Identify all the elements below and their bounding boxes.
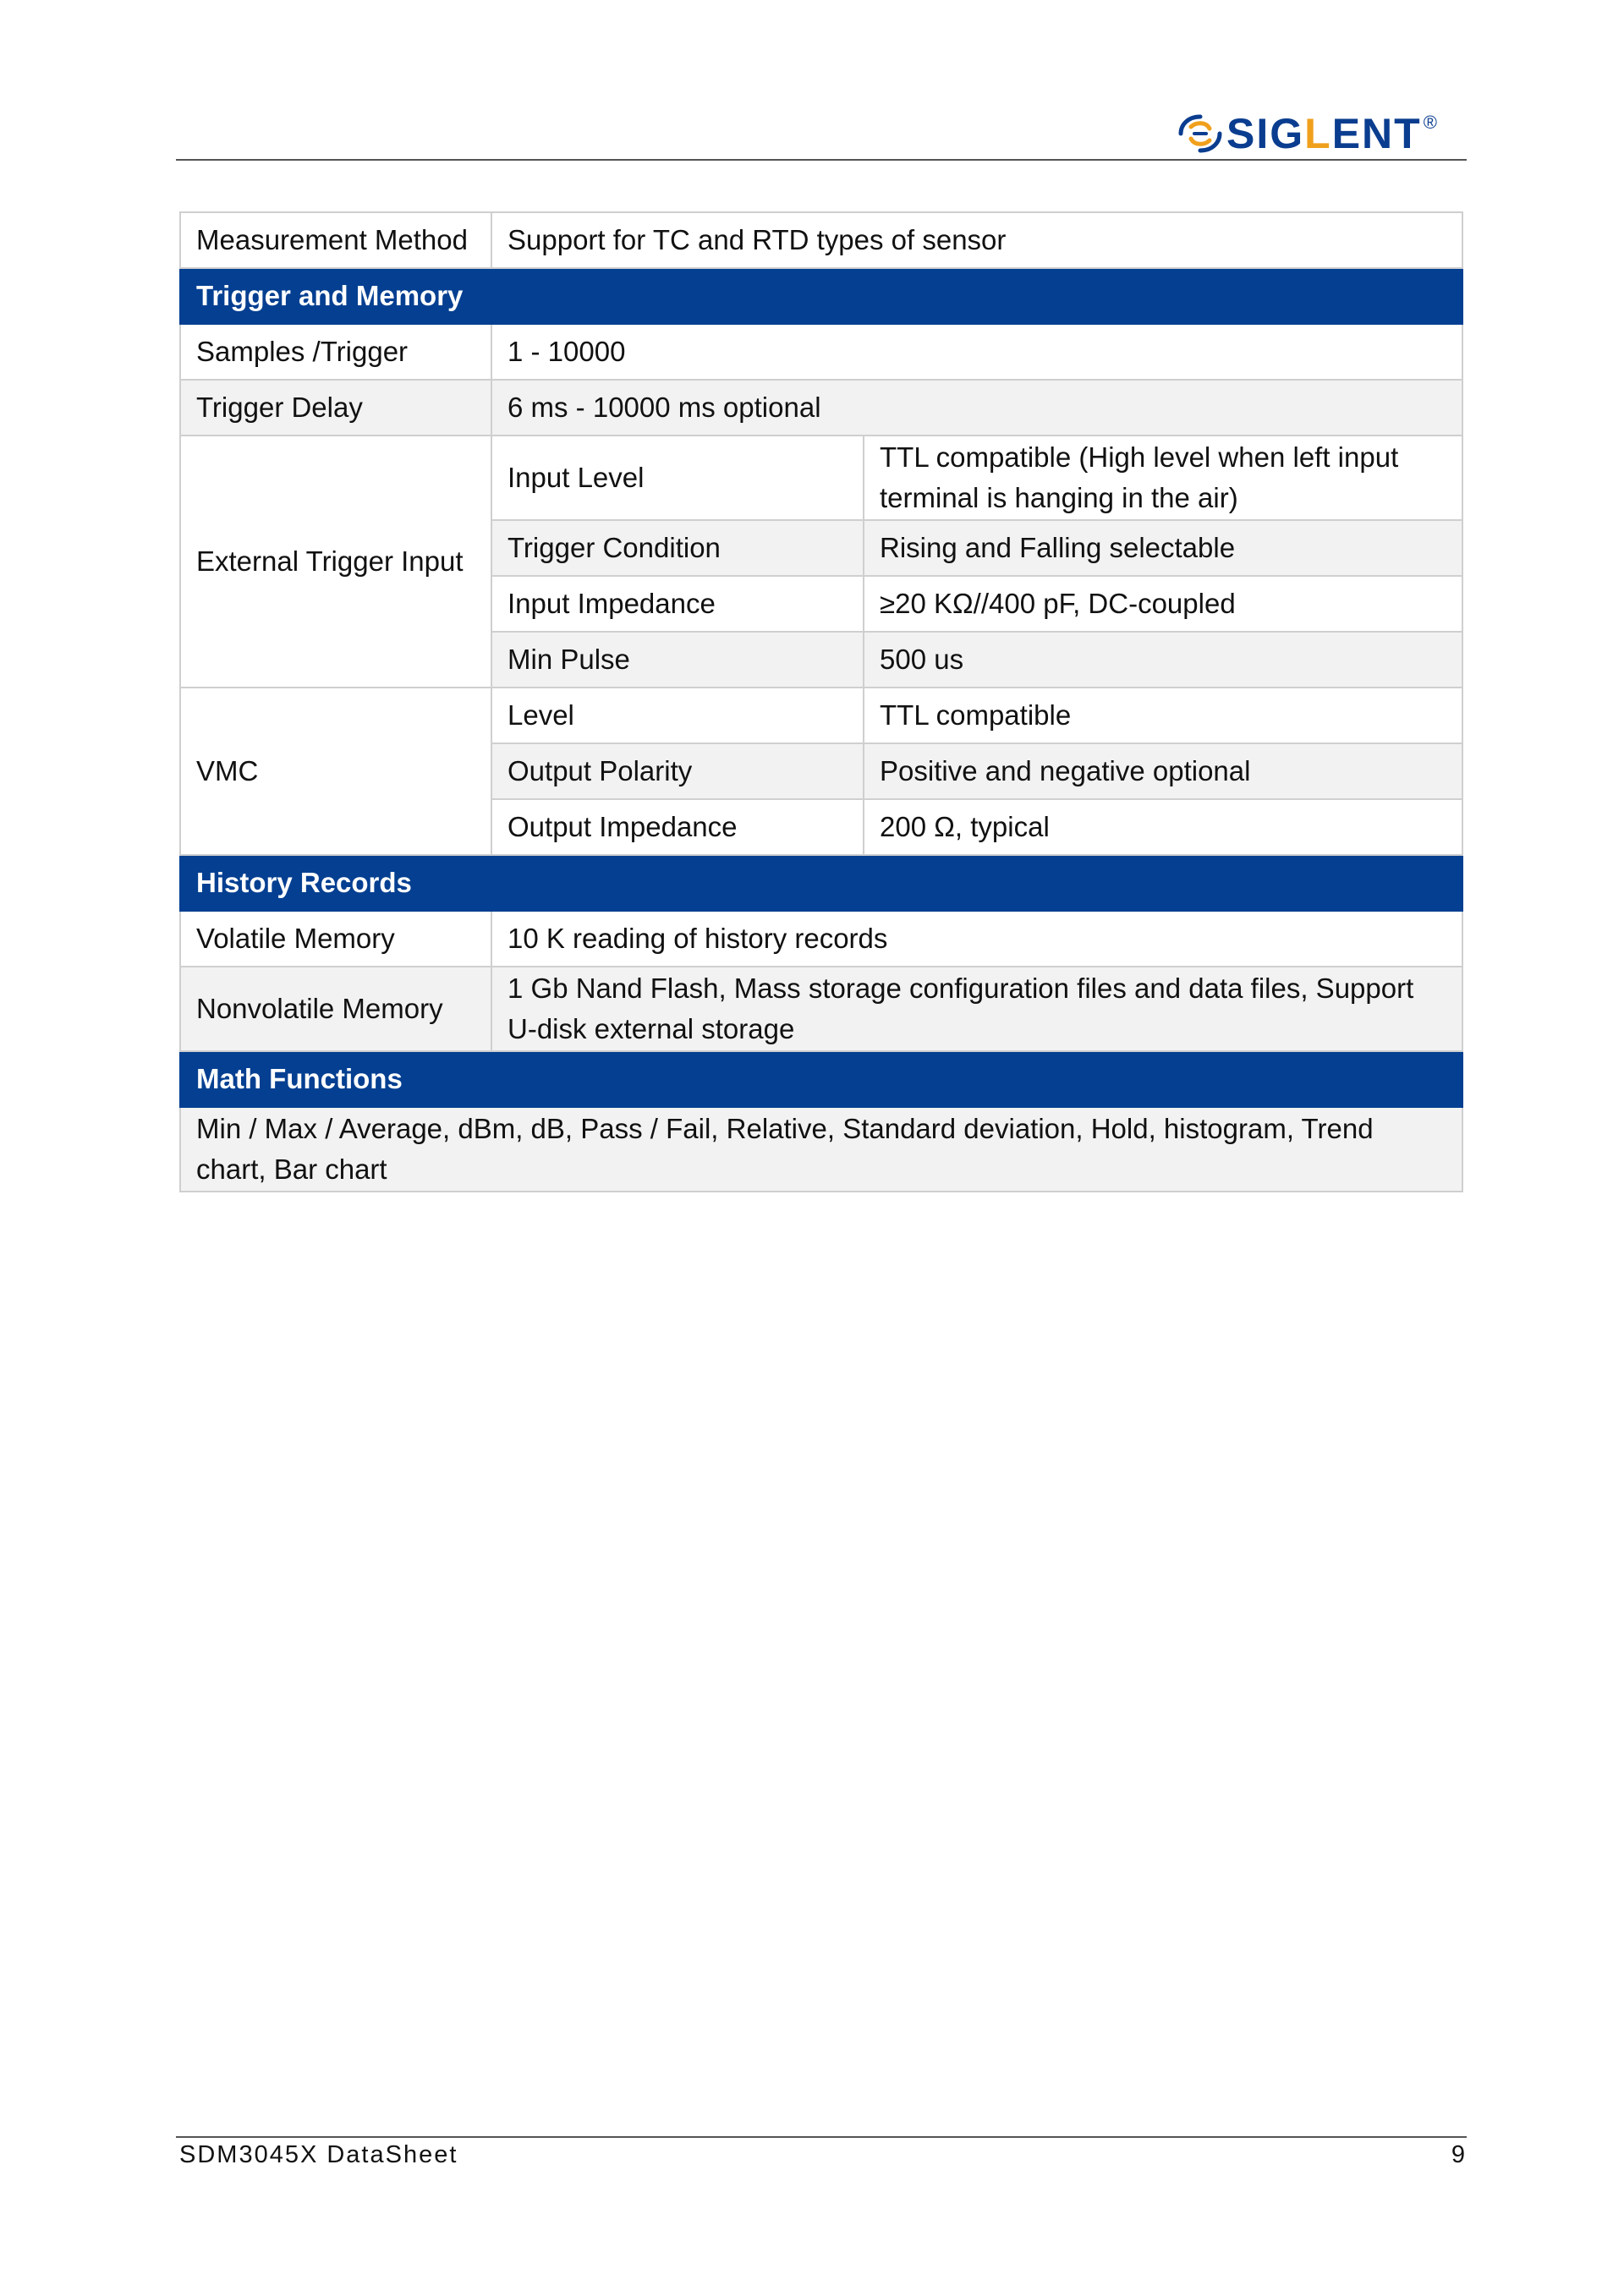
spec-value: Positive and negative optional: [864, 743, 1462, 799]
table-row: [180, 967, 1462, 1051]
table-row: [180, 688, 1462, 743]
spec-value: Support for TC and RTD types of sensor: [491, 212, 1462, 268]
table-row: [180, 324, 1462, 380]
spec-value: 6 ms - 10000 ms optional: [491, 380, 1462, 436]
spec-label: Trigger Delay: [180, 380, 491, 436]
brand-name: SIGLENT: [1226, 110, 1422, 157]
spec-value: TTL compatible (High level when left input terminal is hanging in the air): [864, 436, 1462, 520]
spec-label: Samples /Trigger: [180, 324, 491, 380]
table-row: [180, 436, 1462, 520]
spec-label: Volatile Memory: [180, 911, 491, 967]
section-title: Trigger and Memory: [180, 268, 1462, 324]
spec-value: TTL compatible: [864, 688, 1462, 743]
section-title: History Records: [180, 855, 1462, 911]
spec-value: 500 us: [864, 632, 1462, 688]
table-row: [180, 1107, 1462, 1192]
spec-label: Measurement Method: [180, 212, 491, 268]
registered-mark: ®: [1423, 112, 1437, 133]
siglent-swirl-icon: [1176, 112, 1225, 156]
spec-value: Min / Max / Average, dBm, dB, Pass / Fail, Relative, Standard deviation, Hold, histogram, Trend chart, Bar chart: [180, 1107, 1462, 1192]
footer-divider: [176, 2136, 1467, 2138]
spec-sublabel: Input Impedance: [491, 576, 864, 632]
spec-sublabel: Input Level: [491, 436, 864, 520]
spec-sublabel: Min Pulse: [491, 632, 864, 688]
page-number: 9: [1451, 2141, 1465, 2168]
spec-sublabel: Output Impedance: [491, 799, 864, 855]
spec-sublabel: Trigger Condition: [491, 520, 864, 576]
spec-value: 200 Ω, typical: [864, 799, 1462, 855]
section-header-history-records: [180, 855, 1462, 911]
spec-sublabel: Level: [491, 688, 864, 743]
spec-value: 1 - 10000: [491, 324, 1462, 380]
spec-value: Rising and Falling selectable: [864, 520, 1462, 576]
section-header-math-functions: [180, 1051, 1462, 1107]
table-row: [180, 212, 1462, 268]
header-divider: [176, 159, 1467, 161]
table-row: [180, 380, 1462, 436]
spec-group-label: External Trigger Input: [180, 436, 491, 688]
spec-value: ≥20 KΩ//400 pF, DC-coupled: [864, 576, 1462, 632]
spec-label: Nonvolatile Memory: [180, 967, 491, 1051]
footer-document-title: SDM3045X DataSheet: [179, 2141, 458, 2168]
section-title: Math Functions: [180, 1051, 1462, 1107]
spec-value: 10 K reading of history records: [491, 911, 1462, 967]
section-header-trigger-memory: [180, 268, 1462, 324]
spec-sublabel: Output Polarity: [491, 743, 864, 799]
spec-value: 1 Gb Nand Flash, Mass storage configuration files and data files, Support U-disk external storage: [491, 967, 1462, 1051]
table-row: [180, 911, 1462, 967]
spec-table: [179, 211, 1463, 1192]
siglent-logo: [1176, 108, 1463, 159]
spec-group-label: VMC: [180, 688, 491, 855]
